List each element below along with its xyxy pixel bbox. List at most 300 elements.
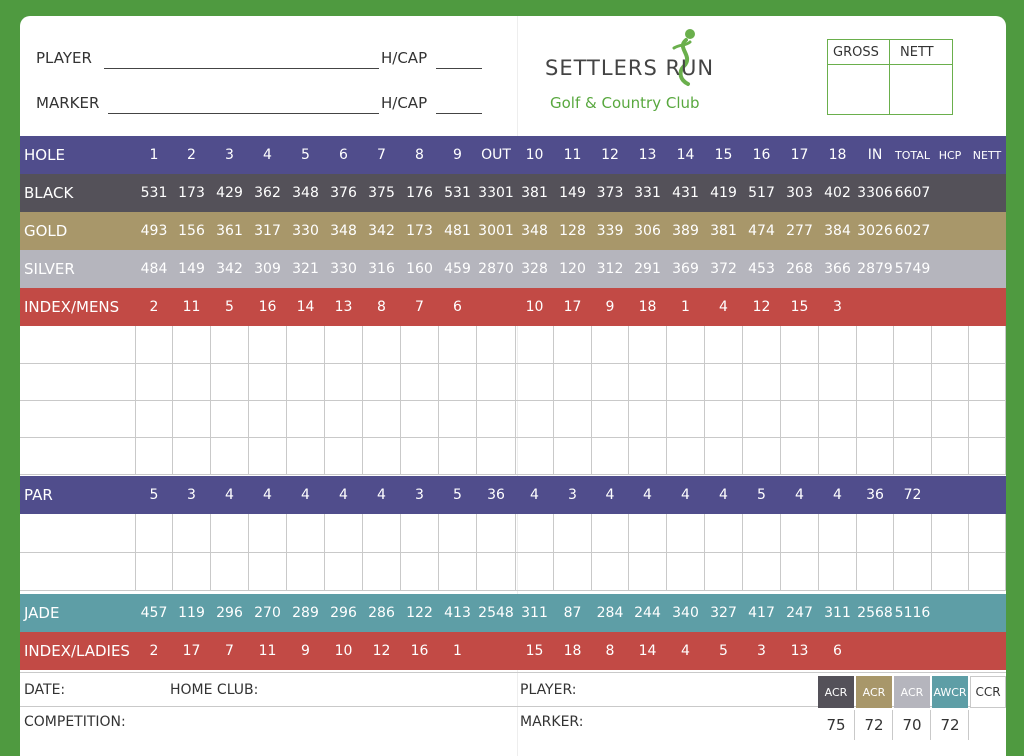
index-ladies-row-cell: 9 — [301, 643, 310, 659]
jade-row-label: JADE — [24, 604, 60, 622]
score-entry-cell[interactable] — [401, 552, 439, 590]
jade-row-cell: 2548 — [478, 605, 514, 621]
silver-row-cell — [969, 250, 1006, 288]
black-row-cell: 303 — [786, 185, 813, 201]
score-entry-cell[interactable] — [363, 514, 401, 552]
black-row-cell: 362 — [254, 185, 281, 201]
score-entry-cell[interactable] — [249, 326, 287, 363]
black-row-cell: 149 — [559, 185, 586, 201]
score-entry-cell[interactable] — [173, 326, 211, 363]
index-mens-row-cell: 17 — [563, 299, 582, 315]
silver-row-cell: 366 — [824, 261, 851, 277]
score-entry-cell[interactable] — [173, 552, 211, 590]
par-row-cell: 4 — [643, 487, 652, 503]
score-entry-cell[interactable] — [439, 514, 477, 552]
silver-row-cell: 316 — [368, 261, 395, 277]
index-mens-row-cell — [477, 288, 516, 326]
player-name-line[interactable] — [104, 68, 379, 69]
gold-row-cell: 361 — [216, 223, 243, 239]
index-ladies-row-cell: 16 — [410, 643, 429, 659]
jade-row-cell: 296 — [216, 605, 243, 621]
par-row-cell — [932, 476, 969, 514]
score-entry-cell[interactable] — [819, 552, 857, 590]
gold-row-cell: 277 — [786, 223, 813, 239]
score-entry-cell[interactable] — [592, 363, 629, 400]
competition-label: COMPETITION: — [24, 714, 126, 730]
score-entry-cell[interactable] — [477, 363, 516, 400]
jade-row-cell: 340 — [672, 605, 699, 621]
gold-row-cell: 339 — [596, 223, 624, 239]
silver-row-cell: 453 — [748, 261, 775, 277]
index-mens-row-cell: 12 — [752, 299, 771, 315]
gold-row-cell: 348 — [330, 223, 357, 239]
index-ladies-row-cell: 5 — [719, 643, 728, 659]
marker-score-row — [20, 514, 1006, 553]
score-entry-cell[interactable] — [363, 437, 401, 474]
gold-row-cell: 389 — [672, 223, 699, 239]
column-header: OUT — [481, 147, 511, 163]
score-entry-cell[interactable] — [516, 552, 554, 590]
score-entry-cell[interactable] — [705, 326, 743, 363]
score-entry-cell[interactable] — [401, 400, 439, 437]
jade-row-cell: 270 — [254, 605, 281, 621]
score-entry-cell[interactable] — [819, 400, 857, 437]
score-entry-cell[interactable] — [667, 514, 705, 552]
score-entry-cell[interactable] — [439, 400, 477, 437]
gold-row-cell: 3026 — [857, 223, 893, 239]
score-entry-cell[interactable] — [173, 363, 211, 400]
gold-row-cell: 317 — [254, 223, 281, 239]
index-mens-row-cell: 14 — [296, 299, 315, 315]
index-ladies-row-cell: 18 — [563, 643, 582, 659]
score-entry-cell[interactable] — [554, 326, 592, 363]
index-ladies-row-cell: 12 — [372, 643, 391, 659]
column-header: HCP — [938, 148, 962, 162]
score-entry-cell[interactable] — [781, 514, 819, 552]
player-score-row — [20, 400, 1006, 438]
score-entry-cell[interactable] — [20, 552, 136, 590]
rating-label: ACR — [818, 676, 854, 708]
score-entry-cell[interactable] — [781, 552, 819, 590]
gold-row-cell — [932, 212, 969, 250]
score-entry-cell[interactable] — [325, 514, 363, 552]
score-entry-cell[interactable] — [20, 400, 136, 437]
rating-value: 72 — [856, 710, 893, 740]
score-entry-cell[interactable] — [667, 326, 705, 363]
rating-value: 70 — [894, 710, 931, 740]
score-entry-cell[interactable] — [857, 437, 894, 474]
gold-row-cell: 3001 — [478, 223, 514, 239]
silver-row-cell: 2870 — [478, 261, 514, 277]
score-entry-cell[interactable] — [287, 400, 325, 437]
score-entry-cell[interactable] — [667, 437, 705, 474]
footer-divider — [20, 672, 1006, 673]
index-mens-row-cell: 7 — [415, 299, 424, 315]
score-entry-cell[interactable] — [477, 514, 516, 552]
score-entry-cell[interactable] — [819, 437, 857, 474]
score-entry-cell[interactable] — [401, 363, 439, 400]
par-row-cell: 4 — [719, 487, 728, 503]
index-ladies-row-cell: 8 — [605, 643, 615, 659]
score-entry-cell[interactable] — [363, 326, 401, 363]
column-header: 1 — [149, 147, 159, 163]
score-entry-cell[interactable] — [781, 400, 819, 437]
par-row-cell: 36 — [866, 487, 884, 503]
score-entry-cell[interactable] — [211, 400, 249, 437]
black-row-cell: 531 — [140, 185, 168, 201]
score-entry-cell[interactable] — [439, 437, 477, 474]
silver-row-cell: 330 — [330, 261, 357, 277]
par-row-cell: 5 — [757, 487, 766, 503]
score-entry-cell[interactable] — [932, 437, 969, 474]
date-label: DATE: — [24, 682, 66, 698]
score-entry-cell[interactable] — [592, 437, 629, 474]
score-entry-cell[interactable] — [857, 400, 894, 437]
score-entry-cell[interactable] — [554, 514, 592, 552]
index-ladies-row-cell — [857, 632, 894, 670]
silver-row-cell: 369 — [672, 261, 699, 277]
index-mens-row-label: INDEX/MENS — [24, 298, 120, 316]
player-label: PLAYER — [36, 49, 92, 67]
column-header: 7 — [377, 147, 386, 163]
score-entry-cell[interactable] — [249, 552, 287, 590]
index-ladies-row-cell: 3 — [757, 643, 766, 659]
score-entry-cell[interactable] — [969, 326, 1006, 363]
score-entry-cell[interactable] — [857, 363, 894, 400]
gold-row-cell: 481 — [444, 223, 471, 239]
score-entry-cell[interactable] — [287, 514, 325, 552]
black-row-cell: 6607 — [894, 185, 931, 201]
score-entry-cell[interactable] — [136, 326, 173, 363]
home-club-label: HOME CLUB: — [170, 682, 259, 698]
index-ladies-row-cell: 10 — [334, 643, 353, 659]
score-entry-cell[interactable] — [136, 363, 173, 400]
score-entry-cell[interactable] — [592, 326, 629, 363]
index-mens-row-cell: 10 — [525, 299, 544, 315]
score-entry-cell[interactable] — [325, 400, 363, 437]
index-mens-row-cell: 8 — [377, 299, 386, 315]
score-entry-cell[interactable] — [629, 552, 667, 590]
column-header: 4 — [263, 147, 272, 163]
jade-row-cell: 296 — [330, 605, 357, 621]
gold-row-cell: 493 — [140, 223, 168, 239]
silver-row-cell: 328 — [521, 261, 548, 277]
score-entry-cell[interactable] — [969, 514, 1006, 552]
column-header: NETT — [972, 148, 1002, 162]
score-entry-cell[interactable] — [554, 437, 592, 474]
silver-row-cell: 312 — [596, 261, 624, 277]
score-entry-cell[interactable] — [781, 326, 819, 363]
score-entry-cell[interactable] — [439, 363, 477, 400]
silver-row-cell: 309 — [254, 261, 281, 277]
gold-row-cell: 384 — [824, 223, 851, 239]
score-entry-cell[interactable] — [969, 552, 1006, 590]
score-entry-cell[interactable] — [287, 363, 325, 400]
black-row-cell — [969, 174, 1006, 212]
index-mens-row-cell — [857, 288, 894, 326]
score-entry-cell[interactable] — [819, 514, 857, 552]
score-entry-cell[interactable] — [932, 400, 969, 437]
score-entry-cell[interactable] — [629, 400, 667, 437]
score-entry-cell[interactable] — [363, 552, 401, 590]
index-ladies-row-cell: 15 — [525, 643, 544, 659]
score-entry-cell[interactable] — [516, 326, 554, 363]
score-entry-cell[interactable] — [136, 514, 173, 552]
jade-row-cell: 286 — [368, 605, 395, 621]
score-entry-cell[interactable] — [287, 552, 325, 590]
club-name: SETTLERS RUN — [545, 56, 715, 80]
score-entry-cell[interactable] — [20, 437, 136, 474]
index-mens-row-cell: 6 — [453, 299, 462, 315]
score-entry-cell[interactable] — [401, 437, 439, 474]
score-entry-cell[interactable] — [136, 437, 173, 474]
jade-row-cell: 244 — [634, 605, 661, 621]
index-mens-row-cell: 18 — [638, 299, 657, 315]
score-entry-cell[interactable] — [894, 437, 932, 474]
index-mens-row-cell — [894, 288, 932, 326]
silver-row-cell: 5749 — [894, 261, 931, 277]
black-row-cell: 419 — [710, 185, 737, 201]
score-entry-cell[interactable] — [516, 437, 554, 474]
score-entry-cell[interactable] — [969, 437, 1006, 474]
score-entry-cell[interactable] — [705, 400, 743, 437]
score-entry-cell[interactable] — [363, 400, 401, 437]
jade-row — [20, 594, 1006, 632]
score-entry-cell[interactable] — [136, 552, 173, 590]
index-ladies-row-cell — [932, 632, 969, 670]
gross-label: GROSS — [833, 45, 879, 60]
score-entry-cell[interactable] — [249, 514, 287, 552]
gold-row-cell — [969, 212, 1006, 250]
score-entry-cell[interactable] — [629, 363, 667, 400]
par-row-cell: 5 — [453, 487, 462, 503]
black-row-cell: 429 — [216, 185, 243, 201]
score-entry-cell[interactable] — [667, 363, 705, 400]
score-entry-cell[interactable] — [211, 514, 249, 552]
player-score-row — [20, 437, 1006, 475]
black-row-cell: 381 — [521, 185, 548, 201]
score-entry-cell[interactable] — [325, 363, 363, 400]
black-row-cell: 402 — [824, 185, 851, 201]
score-entry-cell[interactable] — [477, 326, 516, 363]
score-entry-cell[interactable] — [705, 363, 743, 400]
black-row — [20, 174, 1006, 212]
index-mens-row-cell: 1 — [681, 299, 690, 315]
score-entry-cell[interactable] — [857, 326, 894, 363]
jade-row-cell: 417 — [748, 605, 775, 621]
score-entry-cell[interactable] — [781, 437, 819, 474]
black-row-cell: 331 — [634, 185, 661, 201]
score-entry-cell[interactable] — [325, 326, 363, 363]
score-entry-cell[interactable] — [516, 400, 554, 437]
index-ladies-row-cell: 13 — [790, 643, 809, 659]
column-header: 8 — [415, 147, 424, 163]
silver-row-cell: 291 — [634, 261, 661, 277]
score-entry-cell[interactable] — [667, 400, 705, 437]
rating-label: ACR — [894, 676, 930, 708]
silver-row-cell: 372 — [710, 261, 737, 277]
par-row-cell: 4 — [377, 487, 386, 503]
score-entry-cell[interactable] — [554, 363, 592, 400]
score-entry-cell[interactable] — [592, 400, 629, 437]
rating-value — [970, 710, 1006, 740]
silver-row-cell: 484 — [140, 261, 168, 277]
score-entry-cell[interactable] — [705, 437, 743, 474]
marker-name-line[interactable] — [108, 113, 379, 114]
score-entry-cell[interactable] — [173, 400, 211, 437]
score-entry-cell[interactable] — [781, 363, 819, 400]
score-entry-cell[interactable] — [705, 552, 743, 590]
index-ladies-row-cell — [969, 632, 1006, 670]
column-header: 12 — [601, 147, 619, 163]
score-entry-cell[interactable] — [249, 400, 287, 437]
gold-row-cell: 173 — [406, 223, 433, 239]
score-entry-cell[interactable] — [477, 400, 516, 437]
column-header: TOTAL — [895, 148, 930, 162]
black-row-cell: 3301 — [478, 185, 514, 201]
score-entry-cell[interactable] — [439, 552, 477, 590]
marker-hcap-line[interactable] — [436, 113, 482, 114]
score-entry-cell[interactable] — [516, 514, 554, 552]
score-entry-cell[interactable] — [287, 437, 325, 474]
score-entry-cell[interactable] — [629, 514, 667, 552]
score-entry-cell[interactable] — [249, 437, 287, 474]
score-entry-cell[interactable] — [969, 363, 1006, 400]
score-entry-cell[interactable] — [743, 400, 781, 437]
score-entry-cell[interactable] — [932, 363, 969, 400]
score-entry-cell[interactable] — [20, 514, 136, 552]
score-entry-cell[interactable] — [516, 363, 554, 400]
score-entry-cell[interactable] — [969, 400, 1006, 437]
score-entry-cell[interactable] — [932, 552, 969, 590]
gold-row-cell: 156 — [178, 223, 205, 239]
score-entry-cell[interactable] — [894, 514, 932, 552]
jade-row-cell: 457 — [140, 605, 168, 621]
score-entry-cell[interactable] — [363, 363, 401, 400]
score-entry-cell[interactable] — [592, 552, 629, 590]
column-header: 3 — [225, 147, 234, 163]
index-ladies-row-cell — [894, 632, 932, 670]
jade-row-cell: 87 — [563, 605, 582, 621]
silver-row-cell: 459 — [444, 261, 471, 277]
score-entry-cell[interactable] — [211, 363, 249, 400]
par-row-cell: 3 — [415, 487, 424, 503]
score-entry-cell[interactable] — [743, 363, 781, 400]
black-row-cell: 376 — [330, 185, 357, 201]
index-ladies-row-cell: 1 — [453, 643, 462, 659]
index-mens-row-cell: 4 — [719, 299, 728, 315]
par-row-cell: 4 — [225, 487, 234, 503]
score-entry-cell[interactable] — [211, 437, 249, 474]
score-entry-cell[interactable] — [857, 514, 894, 552]
nett-label: NETT — [900, 45, 934, 60]
jade-row-cell: 289 — [292, 605, 319, 621]
silver-row-cell: 342 — [216, 261, 243, 277]
gold-row-cell: 330 — [292, 223, 319, 239]
score-entry-cell[interactable] — [211, 552, 249, 590]
score-entry-cell[interactable] — [401, 326, 439, 363]
score-entry-cell[interactable] — [477, 437, 516, 474]
score-entry-cell[interactable] — [249, 363, 287, 400]
score-entry-cell[interactable] — [477, 552, 516, 590]
player-hcap-label: H/CAP — [381, 49, 428, 67]
score-entry-cell[interactable] — [20, 363, 136, 400]
score-entry-cell[interactable] — [554, 552, 592, 590]
index-ladies-row-cell: 2 — [149, 643, 159, 659]
score-entry-cell[interactable] — [401, 514, 439, 552]
silver-row — [20, 250, 1006, 288]
gold-row — [20, 212, 1006, 250]
hole-row-label: HOLE — [24, 146, 65, 164]
score-entry-cell[interactable] — [743, 437, 781, 474]
par-row-cell: 3 — [568, 487, 577, 503]
index-mens-row-cell: 15 — [790, 299, 809, 315]
jade-row-cell: 122 — [406, 605, 433, 621]
score-entry-cell[interactable] — [629, 437, 667, 474]
index-ladies-row-cell: 7 — [225, 643, 234, 659]
silver-row-cell: 321 — [292, 261, 319, 277]
score-entry-cell[interactable] — [819, 363, 857, 400]
black-row-cell — [932, 174, 969, 212]
score-entry-cell[interactable] — [173, 437, 211, 474]
score-entry-cell[interactable] — [287, 326, 325, 363]
score-entry-cell[interactable] — [894, 326, 932, 363]
score-entry-cell[interactable] — [629, 326, 667, 363]
club-tagline: Golf & Country Club — [550, 94, 700, 112]
score-entry-cell[interactable] — [325, 437, 363, 474]
score-entry-cell[interactable] — [743, 552, 781, 590]
silver-row-cell: 120 — [559, 261, 586, 277]
footer-player-label: PLAYER: — [520, 682, 577, 698]
score-entry-cell[interactable] — [819, 326, 857, 363]
index-mens-row-cell: 3 — [833, 299, 842, 315]
player-hcap-line[interactable] — [436, 68, 482, 69]
score-entry-cell[interactable] — [743, 514, 781, 552]
par-row-cell: 3 — [187, 487, 196, 503]
score-entry-cell[interactable] — [894, 400, 932, 437]
column-header: 10 — [525, 147, 544, 163]
black-row-cell: 176 — [406, 185, 433, 201]
score-entry-cell[interactable] — [894, 363, 932, 400]
black-row-cell: 431 — [672, 185, 699, 201]
score-entry-cell[interactable] — [136, 400, 173, 437]
par-row-cell: 5 — [149, 487, 159, 503]
score-entry-cell[interactable] — [554, 400, 592, 437]
index-mens-row — [20, 288, 1006, 326]
score-entry-cell[interactable] — [439, 326, 477, 363]
gold-row-label: GOLD — [24, 222, 68, 240]
score-entry-cell[interactable] — [705, 514, 743, 552]
score-entry-cell[interactable] — [857, 552, 894, 590]
index-mens-row-cell: 13 — [334, 299, 353, 315]
index-mens-row-cell: 2 — [149, 299, 159, 315]
score-entry-cell[interactable] — [894, 552, 932, 590]
rating-label: CCR — [970, 676, 1006, 708]
score-entry-cell[interactable] — [211, 326, 249, 363]
par-row-cell: 72 — [903, 487, 922, 503]
black-row-cell: 173 — [178, 185, 205, 201]
score-entry-cell[interactable] — [20, 326, 136, 363]
score-entry-cell[interactable] — [932, 326, 969, 363]
gold-row-cell: 381 — [710, 223, 737, 239]
score-entry-cell[interactable] — [325, 552, 363, 590]
score-entry-cell[interactable] — [667, 552, 705, 590]
score-entry-cell[interactable] — [173, 514, 211, 552]
column-header: 15 — [714, 147, 733, 163]
score-entry-cell[interactable] — [743, 326, 781, 363]
score-entry-cell[interactable] — [932, 514, 969, 552]
score-entry-cell[interactable] — [592, 514, 629, 552]
